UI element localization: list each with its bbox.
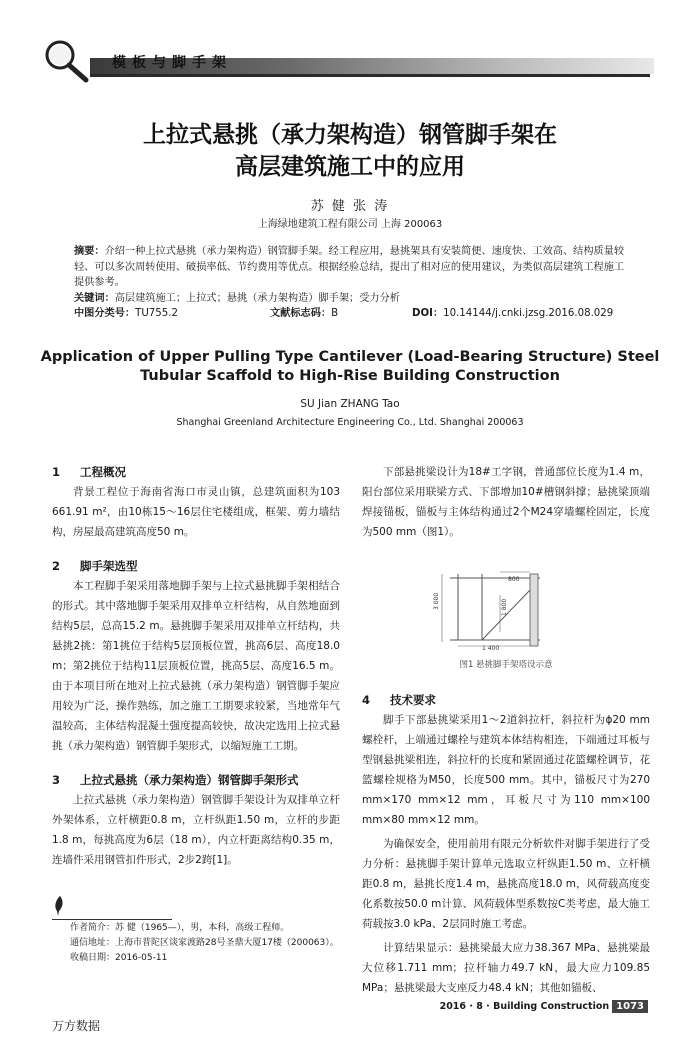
authors-en: SU Jian ZHANG Tao <box>300 398 400 410</box>
title-cn-line2: 高层建筑施工中的应用 <box>235 154 465 180</box>
title-cn-line1: 上拉式悬挑（承力架构造）钢管脚手架在 <box>143 122 557 148</box>
fig-dim-mid: 1 800 <box>501 598 508 616</box>
right-column-top <box>362 462 650 542</box>
title-en-line2: Tubular Scaffold to High-Rise Building Construction <box>140 368 560 384</box>
note-date: 收稿日期：2016-05-11 <box>70 953 168 963</box>
right-paragraph-1: 下部悬挑梁设计为18#工字钢，普通部位长度为1.4 m，阳台部位采用联梁方式、下部增加10#槽钢斜撑；悬挑梁顶端焊接锚板，锚板与主体结构通过2个M24穿墙螺栓固定，长度为500 mm（图1）。 <box>362 466 650 538</box>
abstract-text: 介绍一种上拉式悬挑（承力架构造）钢管脚手架。经工程应用，悬挑架具有安装简便、速度快、工效高、结构质量较轻、可以多次周转使用、破损率低、节约费用等优点。根据经验总结，提出了相对应的使用建议，为类似高层建筑工程施工提供参考。 <box>74 246 625 288</box>
scaffold-diagram <box>420 570 570 650</box>
watermark-text: 万方数据 <box>52 1019 101 1033</box>
clc-value: TU755.2 <box>135 308 178 319</box>
section-1-heading: 1 工程概况 <box>52 465 126 479</box>
doi-label: DOI： <box>412 308 444 319</box>
journal-info: 2016 · 8 · Building Construction <box>439 1001 610 1012</box>
title-en-line1: Application of Upper Pulling Type Cantilever (Load-Bearing Structure) Steel <box>40 349 660 365</box>
section-4-paragraph-2: 为确保安全，使用前用有限元分析软件对脚手架进行了受力分析：悬挑脚手架计算单元选取立杆纵距1.50 m、立杆横距0.8 m，悬挑长度1.4 m，悬挑高度18.0 m，风荷载高度变化系数按50.0 m计算、风荷载体型系数按C类考虑，最大施工荷载按3.0 kPa、2层同时施工考虑。 <box>362 838 650 930</box>
section-4-paragraph-1: 脚手下部悬挑梁采用1～2道斜拉杆，斜拉杆为ϕ20 mm螺栓杆，上端通过螺栓与建筑本体结构相连，下端通过耳板与型钢悬挑梁相连，斜拉杆的长度和紧固通过花篮螺栓调节，花篮螺栓规格为M50，长度500 mm。其中，锚板尺寸为270 mm×170 mm×12 mm，耳板尺寸为110 mm×100 mm×80 mm×12 mm。 <box>362 714 650 826</box>
fig-dim-bottom: 1 400 <box>482 645 500 650</box>
section-4-heading: 4 技术要求 <box>362 693 436 707</box>
affiliation-en: Shanghai Greenland Architecture Engineering Co., Ltd. Shanghai 200063 <box>176 417 524 428</box>
fig-dim-left: 3 000 <box>433 592 440 610</box>
section-banner <box>42 38 654 84</box>
abstract <box>74 244 634 322</box>
doi-value: 10.14144/j.cnki.jzsg.2016.08.029 <box>443 308 614 319</box>
section-2-heading: 2 脚手架选型 <box>52 559 138 573</box>
page-number: 1073 <box>612 1000 648 1013</box>
figure-1 <box>420 570 570 650</box>
keywords-text: 高层建筑施工；上拉式；悬挑（承力架构造）脚手架；受力分析 <box>114 292 400 304</box>
affiliation-cn: 上海绿地建筑工程有限公司 上海 200063 <box>257 219 443 230</box>
section-4-paragraph-3: 计算结果显示：悬挑梁最大应力38.367 MPa、悬挑梁最大位移1.711 mm；拉杆轴力49.7 kN，最大应力109.85 MPa；悬挑梁最大支座反力48.4 kN；其他如锚板、 <box>362 942 650 994</box>
keywords-label: 关键词： <box>74 292 115 304</box>
section-1-paragraph: 背景工程位于海南省海口市灵山镇，总建筑面积为103 661.91 m²，由10栋15～16层住宅楼组成，框架、剪力墙结构，房屋最高建筑高度50 m。 <box>52 486 340 538</box>
section-3-heading: 3 上拉式悬挑（承力架构造）钢管脚手架形式 <box>52 773 299 787</box>
clc-label: 中图分类号： <box>74 308 136 319</box>
section-3-paragraph: 上拉式悬挑（承力架构造）钢管脚手架设计为双排单立杆外架体系，立杆横距0.8 m，立杆纵距1.50 m，立杆的步距1.8 m，每挑高度为6层（18 m），内立杆距离结构0.35 m，连墙件采用钢管扣件形式，2步2跨[1]。 <box>52 794 340 866</box>
abstract-label: 摘要： <box>74 246 105 257</box>
doc-code-value: B <box>331 308 339 319</box>
title-en <box>40 348 660 386</box>
doc-code-label: 文献标志码： <box>270 308 332 319</box>
section-2-paragraph: 本工程脚手架采用落地脚手架与上拉式悬挑脚手架相结合的形式。其中落地脚手架采用双排单立杆结构，从自然地面到结构5层，总高15.2 m。悬挑脚手架采用双排单立杆结构，共悬挑2挑：第1挑位于结构5层顶板位置，挑高6层、高度18.0 m；第2挑位于结构11层顶板位置，挑高5层、高度16.5 m。由于本项目所在地对上拉式悬挑（承力架构造）钢管脚手架应用较为广泛，操作熟练，加之施工工期要求较紧，当地常年气温较高，主体结构混凝土强度提高较快，故决定选用上拉式悬挑（承力架构造）钢管脚手架形式，以缩短施工工期。 <box>52 580 340 752</box>
note-author: 作者简介：苏 健（1965—），男，本科，高级工程师。 <box>70 923 290 933</box>
fig-dim-top: 800 <box>508 576 520 583</box>
note-address: 通信地址：上海市普陀区谈家渡路28号圣鼎大厦17楼（200063）。 <box>70 938 339 948</box>
right-column-bottom <box>362 690 650 998</box>
left-column <box>52 462 340 870</box>
page-footer <box>440 1000 648 1013</box>
quill-icon <box>52 895 66 917</box>
authors-cn: 苏 健 张 涛 <box>310 199 390 214</box>
figure-1-caption: 图1 悬挑脚手架塔设示意 <box>459 660 553 670</box>
section-title: 模板与脚手架 <box>112 55 232 71</box>
